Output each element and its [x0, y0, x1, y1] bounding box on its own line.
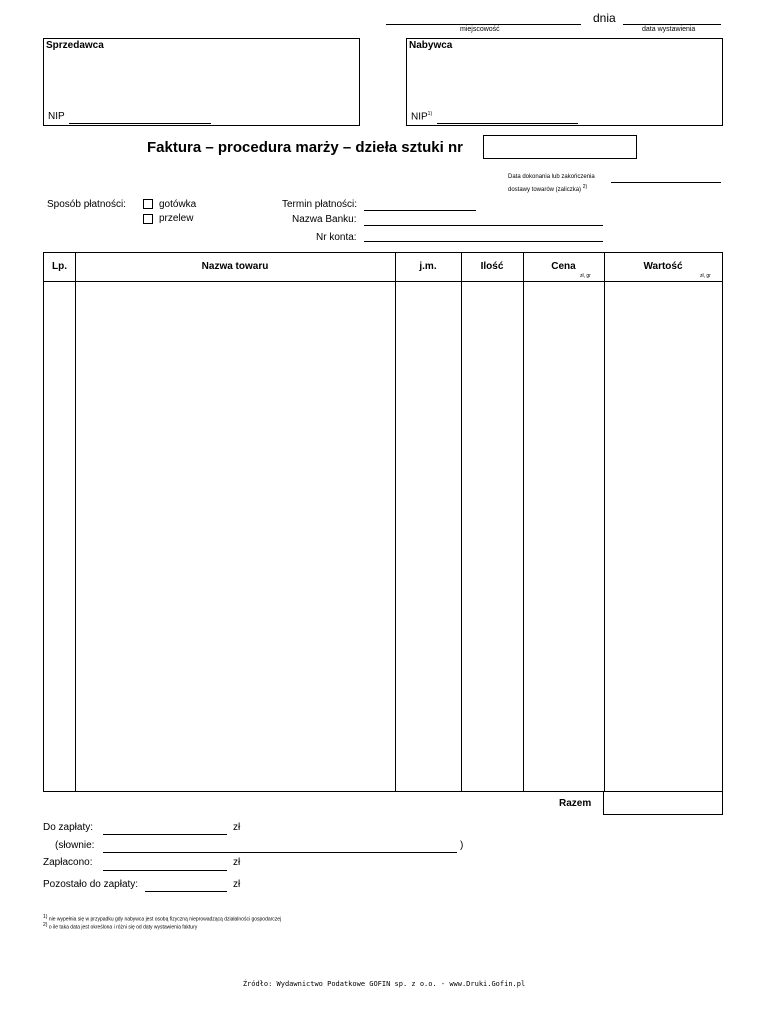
to-pay-line[interactable] [103, 834, 227, 835]
header-unit: j.m. [419, 261, 437, 272]
header-qty: Ilość [480, 261, 504, 272]
invoice-title: Faktura – procedura marży – dzieła sztuki nr [147, 139, 463, 156]
seller-title: Sprzedawca [46, 40, 104, 51]
header-price: Cena [551, 261, 576, 272]
cash-option-label: gotówka [159, 199, 197, 210]
place-line[interactable] [386, 24, 581, 25]
remaining-currency: zł [233, 879, 241, 890]
payment-term-label: Termin płatności: [282, 199, 358, 210]
remaining-line[interactable] [145, 891, 227, 892]
source-line: Źródło: Wydawnictwo Podatkowe GOFIN sp. z o.o. - www.Druki.Gofin.pl [242, 980, 526, 988]
delivery-date-line[interactable] [611, 182, 721, 183]
buyer-nip-note: 1) [427, 111, 433, 117]
seller-box[interactable] [43, 38, 360, 126]
payment-term-line[interactable] [364, 210, 476, 211]
bank-name-line[interactable] [364, 225, 603, 226]
table-header-divider [44, 281, 722, 282]
in-words-close: ) [460, 840, 464, 851]
account-line[interactable] [364, 241, 603, 242]
footnote-1: $^{1)}$ nie wypełnia się w przypadku gdy nabywca jest osobą fizyczną nieprowadzącą działalności gospodarczej [43, 914, 282, 923]
footnote-2: $^{2)}$ o ile taka data jest określona i różni się od daty wystawienia faktury [43, 922, 198, 931]
seller-nip-label: NIP [48, 111, 65, 122]
delivery-label-line1: Data dokonania lub zakończenia [508, 174, 595, 180]
col-divider-lp [75, 253, 76, 791]
payment-method-label: Sposób płatności: [47, 199, 126, 210]
items-table [43, 252, 723, 792]
invoice-number-field[interactable] [483, 135, 637, 159]
transfer-option-label: przelew [159, 213, 194, 224]
in-words-label: (słownie: [55, 840, 95, 851]
value-currency-sub: zł, gr [700, 273, 711, 279]
total-label: Razem [559, 798, 592, 809]
date-line[interactable] [623, 24, 721, 25]
dnia-label: dnia [593, 11, 616, 25]
paid-line[interactable] [103, 870, 227, 871]
remaining-label: Pozostało do zapłaty: [43, 879, 139, 890]
bank-name-label: Nazwa Banku: [292, 214, 357, 225]
header-name: Nazwa towaru [201, 261, 269, 272]
price-currency-sub: zł, gr [580, 273, 591, 279]
delivery-label-line2: dostawy towarów (zaliczka) $^{2)}$ [508, 184, 588, 193]
header-lp: Lp. [52, 261, 67, 272]
seller-nip-line[interactable] [69, 123, 211, 124]
buyer-nip-label: NIP$^{1)}$ [411, 111, 433, 123]
col-divider-qty [523, 253, 524, 791]
to-pay-currency: zł [233, 822, 241, 833]
header-value: Wartość [643, 261, 683, 272]
paid-currency: zł [233, 857, 241, 868]
col-divider-name [395, 253, 396, 791]
buyer-box[interactable] [406, 38, 723, 126]
buyer-title: Nabywca [409, 40, 453, 51]
buyer-nip-line[interactable] [437, 123, 578, 124]
place-caption: miejscowość [460, 26, 500, 33]
in-words-line[interactable] [103, 852, 457, 853]
date-caption: data wystawienia [642, 26, 696, 33]
to-pay-label: Do zapłaty: [43, 822, 94, 833]
transfer-checkbox[interactable] [143, 214, 153, 224]
paid-label: Zapłacono: [43, 857, 93, 868]
delivery-label [508, 172, 595, 195]
cash-checkbox[interactable] [143, 199, 153, 209]
account-label: Nr konta: [316, 232, 357, 243]
col-divider-unit [461, 253, 462, 791]
total-field[interactable] [603, 791, 723, 815]
col-divider-price [604, 253, 605, 791]
